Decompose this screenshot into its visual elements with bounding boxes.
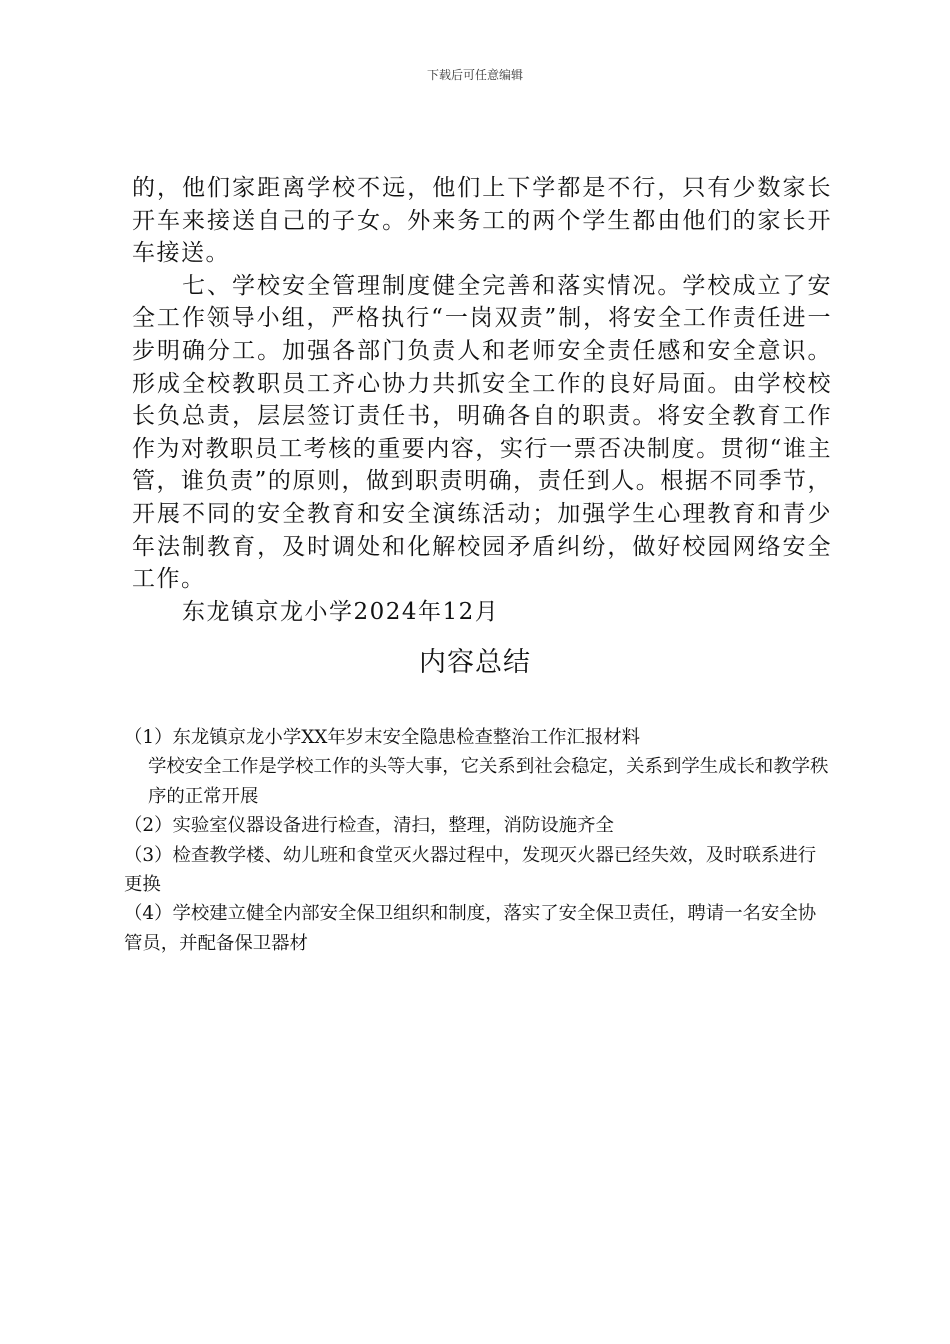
summary-item: （4）学校建立健全内部安全保卫组织和制度，落实了安全保卫责任，聘请一名安全协管员，并配备保卫器材: [124, 903, 817, 954]
summary-item: 学校安全工作是学校工作的头等大事，它关系到社会稳定，关系到学生成长和教学秩序的正常开展: [148, 756, 829, 807]
signature-line: 东龙镇京龙小学2024年12月: [182, 598, 500, 625]
paragraph-safety-management: 七、学校安全管理制度健全完善和落实情况。学校成立了安全工作领导小组，严格执行“一岗双责”制，将安全工作责任进一步明确分工。加强各部门负责人和老师安全责任感和安全意识。形成全校教职员工齐心协力共抓安全工作的良好局面。由学校校长负总责，层层签订责任书，明确各自的职责。将安全教育工作作为对教职员工考核的重要内容，实行一票否决制度。贯彻“谁主管，谁负责”的原则，做到职责明确，责任到人。根据不同季节，开展不同的安全教育和安全演练活动；加强学生心理教育和青少年法制教育，及时调处和化解校园矛盾纠纷，做好校园网络安全工作。: [132, 272, 832, 593]
paragraph-continuation: 的，他们家距离学校不远，他们上下学都是不行，只有少数家长开车来接送自己的子女。外来务工的两个学生都由他们的家长开车接送。: [132, 175, 832, 267]
header-note: 下载后可任意编辑: [426, 68, 523, 82]
summary-title: 内容总结: [419, 647, 531, 678]
document-body: [132, 172, 832, 628]
summary-list: [124, 723, 829, 958]
summary-item: （2）实验室仪器设备进行检查，清扫，整理，消防设施齐全: [124, 815, 614, 837]
summary-item: （1）东龙镇京龙小学XX年岁末安全隐患检查整治工作汇报材料: [124, 727, 641, 748]
summary-item: （3）检查教学楼、幼儿班和食堂灭火器过程中，发现灭火器已经失效，及时联系进行更换: [124, 844, 817, 896]
